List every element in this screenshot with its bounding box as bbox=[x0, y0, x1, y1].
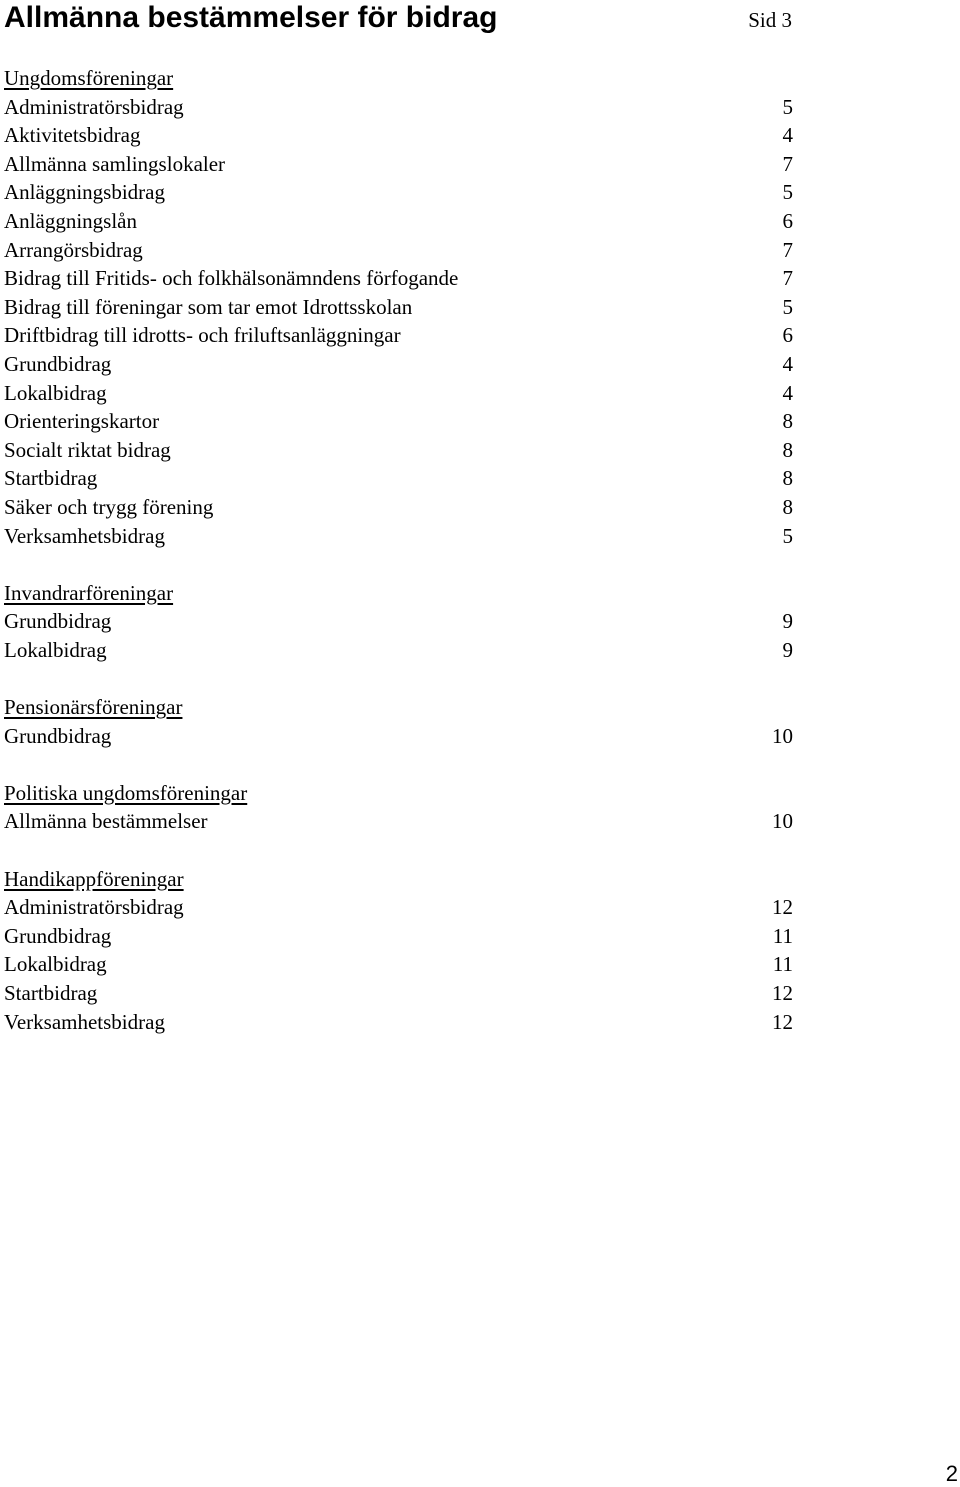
toc-entry-page: 4 bbox=[782, 351, 793, 376]
toc-entry-label: Allmänna samlingslokaler bbox=[4, 151, 226, 176]
toc-entry-label: Grundbidrag bbox=[4, 351, 112, 376]
section-heading: Politiska ungdomsföreningar bbox=[4, 780, 248, 805]
toc-entry-label: Startbidrag bbox=[4, 466, 98, 491]
toc-section bbox=[4, 865, 793, 1037]
toc-entry-page: 11 bbox=[772, 923, 793, 948]
toc-entry bbox=[4, 464, 793, 493]
toc-entry-page: 8 bbox=[782, 437, 793, 462]
toc-entry-page: 11 bbox=[772, 952, 793, 977]
toc-entry-page: 12 bbox=[772, 1009, 793, 1034]
toc-entry-label: Lokalbidrag bbox=[4, 380, 107, 405]
toc-entry-page: 6 bbox=[782, 208, 793, 233]
toc-entry bbox=[4, 607, 793, 636]
toc-entry bbox=[4, 121, 793, 150]
toc-entry-label: Bidrag till föreningar som tar emot Idrottsskolan bbox=[4, 294, 413, 319]
toc-entry-label: Allmänna bestämmelser bbox=[4, 809, 208, 834]
toc-entry bbox=[4, 1008, 793, 1037]
toc-entry-page: 10 bbox=[772, 809, 793, 834]
toc-entry-label: Grundbidrag bbox=[4, 609, 112, 634]
toc-entry-label: Administratörsbidrag bbox=[4, 94, 184, 119]
toc-entry bbox=[4, 436, 793, 465]
toc-entry bbox=[4, 321, 793, 350]
section-heading: Ungdomsföreningar bbox=[4, 66, 174, 90]
toc-entry-label: Grundbidrag bbox=[4, 923, 112, 948]
toc-entry-page: 4 bbox=[782, 380, 793, 405]
page-title: Allmänna bestämmelser för bidrag bbox=[4, 1, 498, 34]
toc-entry-label: Verksamhetsbidrag bbox=[4, 1009, 165, 1034]
toc-entry bbox=[4, 493, 793, 522]
toc-entry-label: Administratörsbidrag bbox=[4, 895, 184, 920]
toc-entry bbox=[4, 264, 793, 293]
toc-entry bbox=[4, 522, 793, 551]
toc-entry-page: 12 bbox=[772, 895, 793, 920]
toc-entry-page: 9 bbox=[782, 609, 793, 634]
toc-entry bbox=[4, 350, 793, 379]
toc-entry-page: 9 bbox=[782, 637, 793, 662]
toc-section bbox=[4, 779, 793, 836]
section-heading: Pensionärsföreningar bbox=[4, 695, 183, 720]
toc-entry-page: 5 bbox=[782, 294, 793, 319]
toc-entry-page: 8 bbox=[782, 409, 793, 434]
toc-entry-label: Lokalbidrag bbox=[4, 637, 107, 662]
toc-entry bbox=[4, 93, 793, 122]
toc-entry-page: 5 bbox=[782, 180, 793, 205]
toc-entry bbox=[4, 207, 793, 236]
toc-entry-label: Lokalbidrag bbox=[4, 952, 107, 977]
toc-entry-page: 5 bbox=[782, 523, 793, 548]
toc-entry-label: Verksamhetsbidrag bbox=[4, 523, 165, 548]
toc-entry bbox=[4, 379, 793, 408]
toc-entry bbox=[4, 636, 793, 665]
toc-entry bbox=[4, 407, 793, 436]
toc-entry-label: Aktivitetsbidrag bbox=[4, 123, 141, 148]
toc-entry-label: Driftbidrag till idrotts- och friluftsanläggningar bbox=[4, 323, 401, 348]
toc-entry-page: 6 bbox=[782, 323, 793, 348]
toc-entry bbox=[4, 293, 793, 322]
toc-entry-page: 8 bbox=[782, 466, 793, 491]
toc-entry-label: Startbidrag bbox=[4, 981, 98, 1005]
page-number: 2 bbox=[945, 1461, 958, 1486]
toc-entry-label: Socialt riktat bidrag bbox=[4, 437, 171, 462]
toc-entry bbox=[4, 722, 793, 751]
toc-entry-page: 12 bbox=[772, 981, 793, 1005]
toc-entry bbox=[4, 807, 793, 836]
toc-entry bbox=[4, 178, 793, 207]
page-reference: Sid 3 bbox=[748, 8, 792, 32]
toc-entry-label: Anläggningslån bbox=[4, 208, 137, 233]
toc-entry-page: 4 bbox=[782, 123, 793, 148]
toc-entry-label: Grundbidrag bbox=[4, 723, 112, 748]
toc-entry-page: 7 bbox=[782, 151, 793, 176]
toc-entry-page: 8 bbox=[782, 494, 793, 519]
table-of-contents bbox=[4, 64, 793, 1065]
toc-section bbox=[4, 693, 793, 750]
toc-entry bbox=[4, 922, 793, 951]
toc-entry-page: 10 bbox=[772, 723, 793, 748]
section-heading: Invandrarföreningar bbox=[4, 580, 174, 605]
toc-entry bbox=[4, 236, 793, 265]
section-heading: Handikappföreningar bbox=[4, 866, 184, 891]
toc-entry bbox=[4, 893, 793, 922]
toc-entry-label: Anläggningsbidrag bbox=[4, 180, 165, 205]
toc-entry-label: Bidrag till Fritids- och folkhälsonämndens förfogande bbox=[4, 266, 459, 291]
toc-entry-label: Säker och trygg förening bbox=[4, 494, 214, 519]
toc-entry-label: Orienteringskartor bbox=[4, 409, 160, 434]
toc-entry-label: Arrangörsbidrag bbox=[4, 237, 143, 262]
toc-entry bbox=[4, 150, 793, 179]
toc-entry bbox=[4, 950, 793, 979]
toc-entry bbox=[4, 979, 793, 1008]
toc-entry-page: 7 bbox=[782, 237, 793, 262]
toc-section bbox=[4, 64, 793, 550]
toc-entry-page: 5 bbox=[782, 94, 793, 119]
toc-section bbox=[4, 579, 793, 665]
toc-entry-page: 7 bbox=[782, 266, 793, 291]
